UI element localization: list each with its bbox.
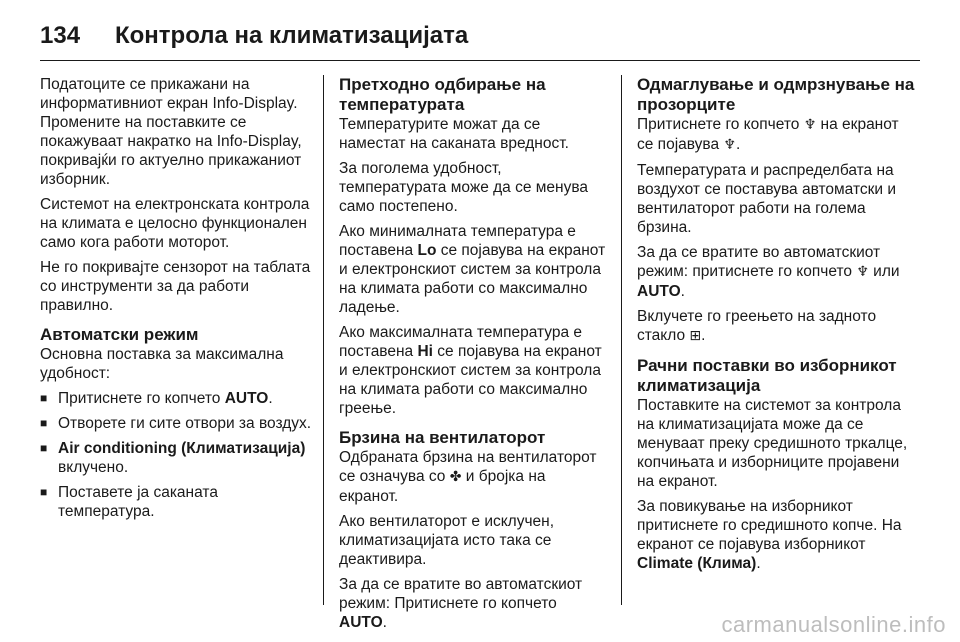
page-number: 134 <box>40 22 81 49</box>
column-left <box>40 75 312 527</box>
page-header <box>40 14 920 58</box>
paragraph: За поголема удобност, температурата може да се менува само постепено. <box>339 160 589 215</box>
paragraph: Податоците се прикажани на информативниот екран Info-Display. Промените на поставките се покажуваат накратко на Info-Display, покривајќи го актуелно прикажаниот изборник. <box>40 76 302 188</box>
windshield-defrost-icon: ♆ <box>723 137 736 153</box>
list-item: ■ Поставете ја саканата температура. <box>40 483 312 521</box>
column-middle <box>339 75 607 638</box>
section-heading-auto-mode: Автоматски режим <box>40 325 199 344</box>
windshield-defrost-icon: ♆ <box>803 117 817 133</box>
section-heading-manual-settings: Рачни поставки во изборникот климатизација <box>637 356 897 395</box>
list-item: ■ Air conditioning (Климатизација) вклучено. <box>40 439 312 477</box>
windshield-defrost-icon: ♆ <box>856 264 869 280</box>
section-heading-defog: Одмаглување и одмрзнување на прозорците <box>637 75 915 114</box>
rear-window-heat-icon: ⊞ <box>689 328 702 344</box>
paragraph: За повикување на изборникот притиснете го средишното копче. На екранот се појавува изборникот Climate (Клима). <box>637 498 902 572</box>
section-heading-temperature: Претходно одбирање на температурата <box>339 75 546 114</box>
paragraph: Одбраната брзина на вентилаторот се означува со ✤ и бројка на екранот. <box>339 449 597 505</box>
list-item: ■ Отворете ги сите отвори за воздух. <box>40 414 312 433</box>
fan-icon: ✤ <box>449 469 462 485</box>
paragraph: Температурите можат да се наместат на саканата вредност. <box>339 116 569 152</box>
paragraph: Температурата и распределбата на воздухот се поставува автоматски и вентилаторот работи на голема брзина. <box>637 162 897 236</box>
paragraph: Не го покривајте сензорот на таблата со инструменти за да работи правилно. <box>40 259 311 314</box>
paragraph: Вклучете го греењето на задното стакло ⊞. <box>637 308 877 344</box>
paragraph: Поставките на системот за контрола на климатизацијата може да се менуваат преку средишното тркалце, копчињата и изборниците пројавени на екранот. <box>637 397 908 490</box>
column-divider <box>621 75 622 605</box>
paragraph: Притиснете го копчето ♆ на екранот се појавува ♆. <box>637 116 899 153</box>
page-title: Контрола на климатизацијата <box>115 22 469 49</box>
paragraph: Ако максималната температура е поставена Hi се појавува на екранот и електронскиот систем за контрола на климата работи со максимално греење. <box>339 324 602 417</box>
paragraph: Основна поставка за максимална удобност: <box>40 346 284 382</box>
section-heading-fan-speed: Брзина на вентилаторот <box>339 428 546 447</box>
watermark: carmanualsonline.info <box>721 612 946 637</box>
column-right <box>637 75 917 579</box>
header-rule <box>40 60 920 61</box>
list-item: ■ Притиснете го копчето AUTO. <box>40 389 312 408</box>
paragraph: Ако вентилаторот е исклучен, климатизацијата исто така се деактивира. <box>339 513 555 568</box>
paragraph: Системот на електронската контрола на климата е целосно функционален само кога работи моторот. <box>40 196 310 251</box>
paragraph: За да се вратите во автоматскиот режим: Притиснете го копчето AUTO. <box>339 576 583 631</box>
column-divider <box>323 75 324 605</box>
paragraph: Ако минималната температура е поставена Lo се појавува на екранот и електронскиот систем за контрола на климата работи со максимално ладење. <box>339 223 606 316</box>
paragraph: За да се вратите во автоматскиот режим: притиснете го копчето ♆ или AUTO. <box>637 244 900 300</box>
bullet-list <box>40 389 312 521</box>
